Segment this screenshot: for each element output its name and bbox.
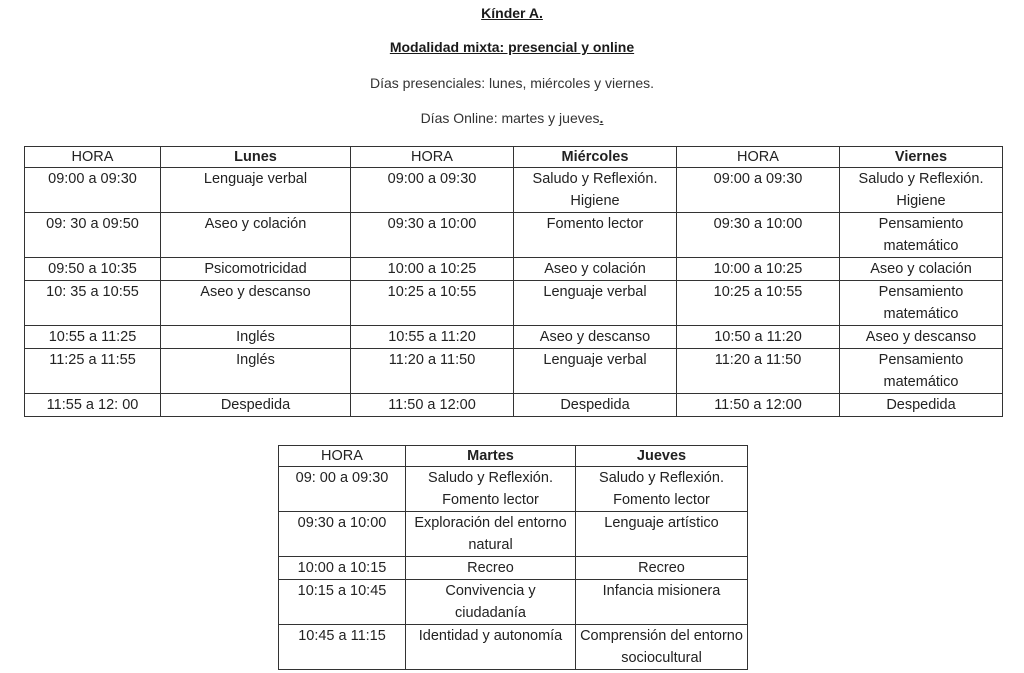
document-title: Kínder A. [481, 5, 543, 21]
table-row [25, 326, 1003, 349]
table-cell: 11:25 a 11:55 [25, 349, 161, 394]
table-row [25, 168, 1003, 213]
header-hora: HORA [677, 147, 840, 168]
table-cell: Pensamiento matemático [840, 213, 1003, 258]
header-hora: HORA [25, 147, 161, 168]
table-cell: Exploración del entorno natural [406, 512, 576, 557]
table-cell: 10:00 a 10:15 [279, 557, 406, 580]
table-cell: 09:00 a 09:30 [25, 168, 161, 213]
table-cell: 11:20 a 11:50 [351, 349, 514, 394]
table-cell: Saludo y Reflexión. Fomento lector [576, 467, 748, 512]
table-cell: 09: 30 a 09:50 [25, 213, 161, 258]
table-row [25, 394, 1003, 417]
presencial-table-body [25, 168, 1003, 417]
table-cell: Pensamiento matemático [840, 349, 1003, 394]
table-cell: Lenguaje artístico [576, 512, 748, 557]
table-header-row [279, 446, 748, 467]
table-cell: 09:00 a 09:30 [351, 168, 514, 213]
table-cell: Despedida [840, 394, 1003, 417]
online-days-line [0, 109, 1024, 127]
table-cell: Aseo y colación [161, 213, 351, 258]
presencial-schedule-table [24, 146, 1003, 417]
online-days-period: . [599, 110, 604, 126]
table-cell: 10:15 a 10:45 [279, 580, 406, 625]
online-days-text: Días Online: martes y jueves [420, 110, 600, 126]
table-row [279, 557, 748, 580]
table-cell: Recreo [576, 557, 748, 580]
table-cell: Aseo y descanso [161, 281, 351, 326]
table-cell: Identidad y autonomía [406, 625, 576, 670]
table-cell: 10:50 a 11:20 [677, 326, 840, 349]
table-cell: Aseo y colación [514, 258, 677, 281]
table-row [25, 213, 1003, 258]
table-cell: Convivencia y ciudadanía [406, 580, 576, 625]
table-cell: Lenguaje verbal [514, 349, 677, 394]
table-row [279, 580, 748, 625]
header-hora: HORA [279, 446, 406, 467]
header-jueves: Jueves [576, 446, 748, 467]
table-cell: Saludo y Reflexión. Higiene [514, 168, 677, 213]
table-cell: Inglés [161, 349, 351, 394]
table-cell: Inglés [161, 326, 351, 349]
table-cell: Recreo [406, 557, 576, 580]
table-cell: 10:55 a 11:25 [25, 326, 161, 349]
table-cell: 09:00 a 09:30 [677, 168, 840, 213]
table-cell: 09:50 a 10:35 [25, 258, 161, 281]
table-cell: Despedida [514, 394, 677, 417]
table-cell: 10:55 a 11:20 [351, 326, 514, 349]
table-cell: Despedida [161, 394, 351, 417]
table-cell: 11:20 a 11:50 [677, 349, 840, 394]
online-table-body [279, 467, 748, 670]
table-cell: Aseo y colación [840, 258, 1003, 281]
table-cell: Saludo y Reflexión. Higiene [840, 168, 1003, 213]
table-cell: 10:00 a 10:25 [677, 258, 840, 281]
table-row [25, 349, 1003, 394]
table-cell: Comprensión del entorno sociocultural [576, 625, 748, 670]
table-cell: 10:25 a 10:55 [351, 281, 514, 326]
table-cell: Pensamiento matemático [840, 281, 1003, 326]
table-cell: Psicomotricidad [161, 258, 351, 281]
online-schedule-table [278, 445, 748, 670]
table-row [279, 512, 748, 557]
table-row [279, 467, 748, 512]
table-cell: Aseo y descanso [514, 326, 677, 349]
table-cell: 11:55 a 12: 00 [25, 394, 161, 417]
modality-subtitle: Modalidad mixta: presencial y online [389, 39, 635, 55]
table-header-row [25, 147, 1003, 168]
table-cell: 11:50 a 12:00 [677, 394, 840, 417]
table-cell: Fomento lector [514, 213, 677, 258]
table-row [279, 625, 748, 670]
table-cell: 10:25 a 10:55 [677, 281, 840, 326]
table-cell: 10:00 a 10:25 [351, 258, 514, 281]
header-miercoles: Miércoles [514, 147, 677, 168]
table-row [25, 281, 1003, 326]
table-cell: Aseo y descanso [840, 326, 1003, 349]
header-lunes: Lunes [161, 147, 351, 168]
table-cell: 11:50 a 12:00 [351, 394, 514, 417]
table-cell: Lenguaje verbal [514, 281, 677, 326]
table-cell: 09: 00 a 09:30 [279, 467, 406, 512]
header-hora: HORA [351, 147, 514, 168]
table-cell: 09:30 a 10:00 [279, 512, 406, 557]
table-cell: 10: 35 a 10:55 [25, 281, 161, 326]
table-row [25, 258, 1003, 281]
table-cell: Lenguaje verbal [161, 168, 351, 213]
table-cell: 09:30 a 10:00 [677, 213, 840, 258]
table-cell: Infancia misionera [576, 580, 748, 625]
table-cell: 10:45 a 11:15 [279, 625, 406, 670]
presencial-days-text: Días presenciales: lunes, miércoles y viernes. [369, 75, 654, 91]
table-cell: 09:30 a 10:00 [351, 213, 514, 258]
header-martes: Martes [406, 446, 576, 467]
header-viernes: Viernes [840, 147, 1003, 168]
table-cell: Saludo y Reflexión. Fomento lector [406, 467, 576, 512]
